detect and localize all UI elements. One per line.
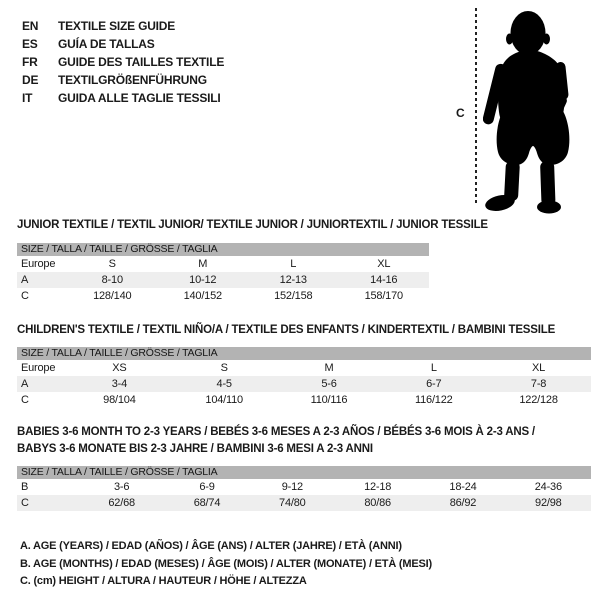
cell: L	[290, 258, 297, 270]
note-age-months: B. AGE (MONTHS) / EDAD (MESES) / ÂGE (MOIS) / ALTER (MONATE) / ETÀ (MESI)	[20, 557, 432, 570]
cell: XL	[377, 258, 391, 270]
language-list	[22, 17, 224, 107]
lang-row-fr	[22, 53, 224, 71]
junior-table-title: JUNIOR TEXTILE / TEXTIL JUNIOR/ TEXTILE JUNIOR / JUNIORTEXTIL / JUNIOR TESSILE	[17, 219, 488, 231]
cell: 62/68	[108, 497, 135, 509]
cell: 12-18	[364, 481, 392, 493]
table-row-europe	[17, 256, 429, 272]
cell: 86/92	[449, 497, 477, 509]
cell: 3-6	[114, 481, 130, 493]
height-measure-dashed-line	[475, 8, 477, 206]
cell: S	[220, 362, 228, 374]
toddler-silhouette-icon	[483, 4, 583, 214]
table-row-europe	[17, 360, 591, 376]
cell: 24-36	[534, 481, 562, 493]
lang-code: FR	[22, 55, 38, 69]
lang-code: IT	[22, 91, 33, 105]
lang-label: GUIDA ALLE TAGLIE TESSILI	[58, 91, 221, 105]
cell: 10-12	[189, 274, 217, 286]
height-measure-label: C	[456, 106, 465, 120]
cell: 110/116	[310, 394, 348, 406]
row-label: A	[21, 378, 29, 390]
cell: 4-5	[216, 378, 232, 390]
lang-row-es	[22, 35, 224, 53]
lang-code: ES	[22, 37, 38, 51]
lang-row-de	[22, 71, 224, 89]
row-label: B	[21, 481, 29, 493]
children-size-header-bar: SIZE / TALLA / TAILLE / GRÖSSE / TAGLIA	[17, 347, 591, 360]
row-label: C	[21, 497, 29, 509]
lang-label: TEXTILGRÖßENFÜHRUNG	[58, 73, 207, 87]
cell: 140/152	[183, 290, 222, 302]
table-row-age-years	[17, 272, 429, 288]
lang-code: DE	[22, 73, 39, 87]
babies-table-title-line1: BABIES 3-6 MONTH TO 2-3 YEARS / BEBÉS 3-6 MESES A 2-3 AÑOS / BÉBÉS 3-6 MOIS À 2-3 ANS /	[17, 426, 535, 438]
table-row-age-months	[17, 479, 591, 495]
cell: 7-8	[530, 378, 547, 390]
cell: 122/128	[519, 394, 558, 406]
table-row-height	[17, 495, 591, 511]
cell: L	[430, 362, 437, 374]
table-row-height	[17, 392, 591, 408]
cell: 80/86	[364, 497, 391, 509]
cell: 152/158	[274, 290, 313, 302]
cell: 128/140	[93, 290, 132, 302]
children-size-table	[17, 347, 591, 408]
note-age-years: A. AGE (YEARS) / EDAD (AÑOS) / ÂGE (ANS) / ALTER (JAHRE) / ETÀ (ANNI)	[20, 540, 402, 552]
children-table-title: CHILDREN'S TEXTILE / TEXTIL NIÑO/A / TEXTILE DES ENFANTS / KINDERTEXTIL / BAMBINI TESSILE	[17, 324, 556, 336]
cell: 18-24	[449, 481, 477, 493]
table-row-height	[17, 288, 429, 304]
cell: 8-10	[101, 274, 123, 286]
cell: XS	[112, 362, 127, 374]
babies-size-header-bar: SIZE / TALLA / TAILLE / GRÖSSE / TAGLIA	[17, 466, 591, 479]
junior-size-table	[17, 243, 429, 304]
cell: 68/74	[193, 497, 221, 509]
row-label: C	[21, 394, 29, 406]
lang-label: GUIDE DES TAILLES TEXTILE	[58, 55, 225, 69]
table-row-age-years	[17, 376, 591, 392]
cell: 3-4	[111, 378, 128, 390]
lang-row-en	[22, 17, 224, 35]
row-label: Europe	[21, 258, 56, 270]
cell: 5-6	[321, 378, 337, 390]
cell: XL	[532, 362, 546, 374]
cell: 9-12	[281, 481, 303, 493]
cell: 12-13	[279, 274, 307, 286]
cell: 104/110	[205, 394, 243, 406]
note-height-cm: C. (cm) HEIGHT / ALTURA / HAUTEUR / HÖHE / ALTEZZA	[20, 575, 307, 587]
cell: S	[108, 258, 116, 270]
lang-row-it	[22, 89, 224, 107]
cell: 116/122	[415, 394, 453, 406]
babies-table-title-line2: BABYS 3-6 MONATE BIS 2-3 JAHRE / BAMBINI 3-6 MESI A 2-3 ANNI	[17, 443, 373, 455]
cell: M	[198, 258, 208, 270]
cell: 6-9	[199, 481, 215, 493]
cell: 6-7	[426, 378, 442, 390]
cell: 158/170	[364, 290, 403, 302]
row-label: A	[21, 274, 29, 286]
row-label: C	[21, 290, 29, 302]
lang-code: EN	[22, 19, 39, 33]
cell: 98/104	[103, 394, 136, 406]
lang-label: GUÍA DE TALLAS	[58, 37, 155, 51]
lang-label: TEXTILE SIZE GUIDE	[58, 19, 176, 33]
legend-notes	[20, 538, 432, 591]
row-label: Europe	[21, 362, 56, 374]
junior-size-header-bar: SIZE / TALLA / TAILLE / GRÖSSE / TAGLIA	[17, 243, 429, 256]
cell: M	[324, 362, 334, 374]
cell: 92/98	[535, 497, 562, 509]
cell: 14-16	[370, 274, 398, 286]
cell: 74/80	[279, 497, 306, 509]
babies-size-table	[17, 466, 591, 511]
